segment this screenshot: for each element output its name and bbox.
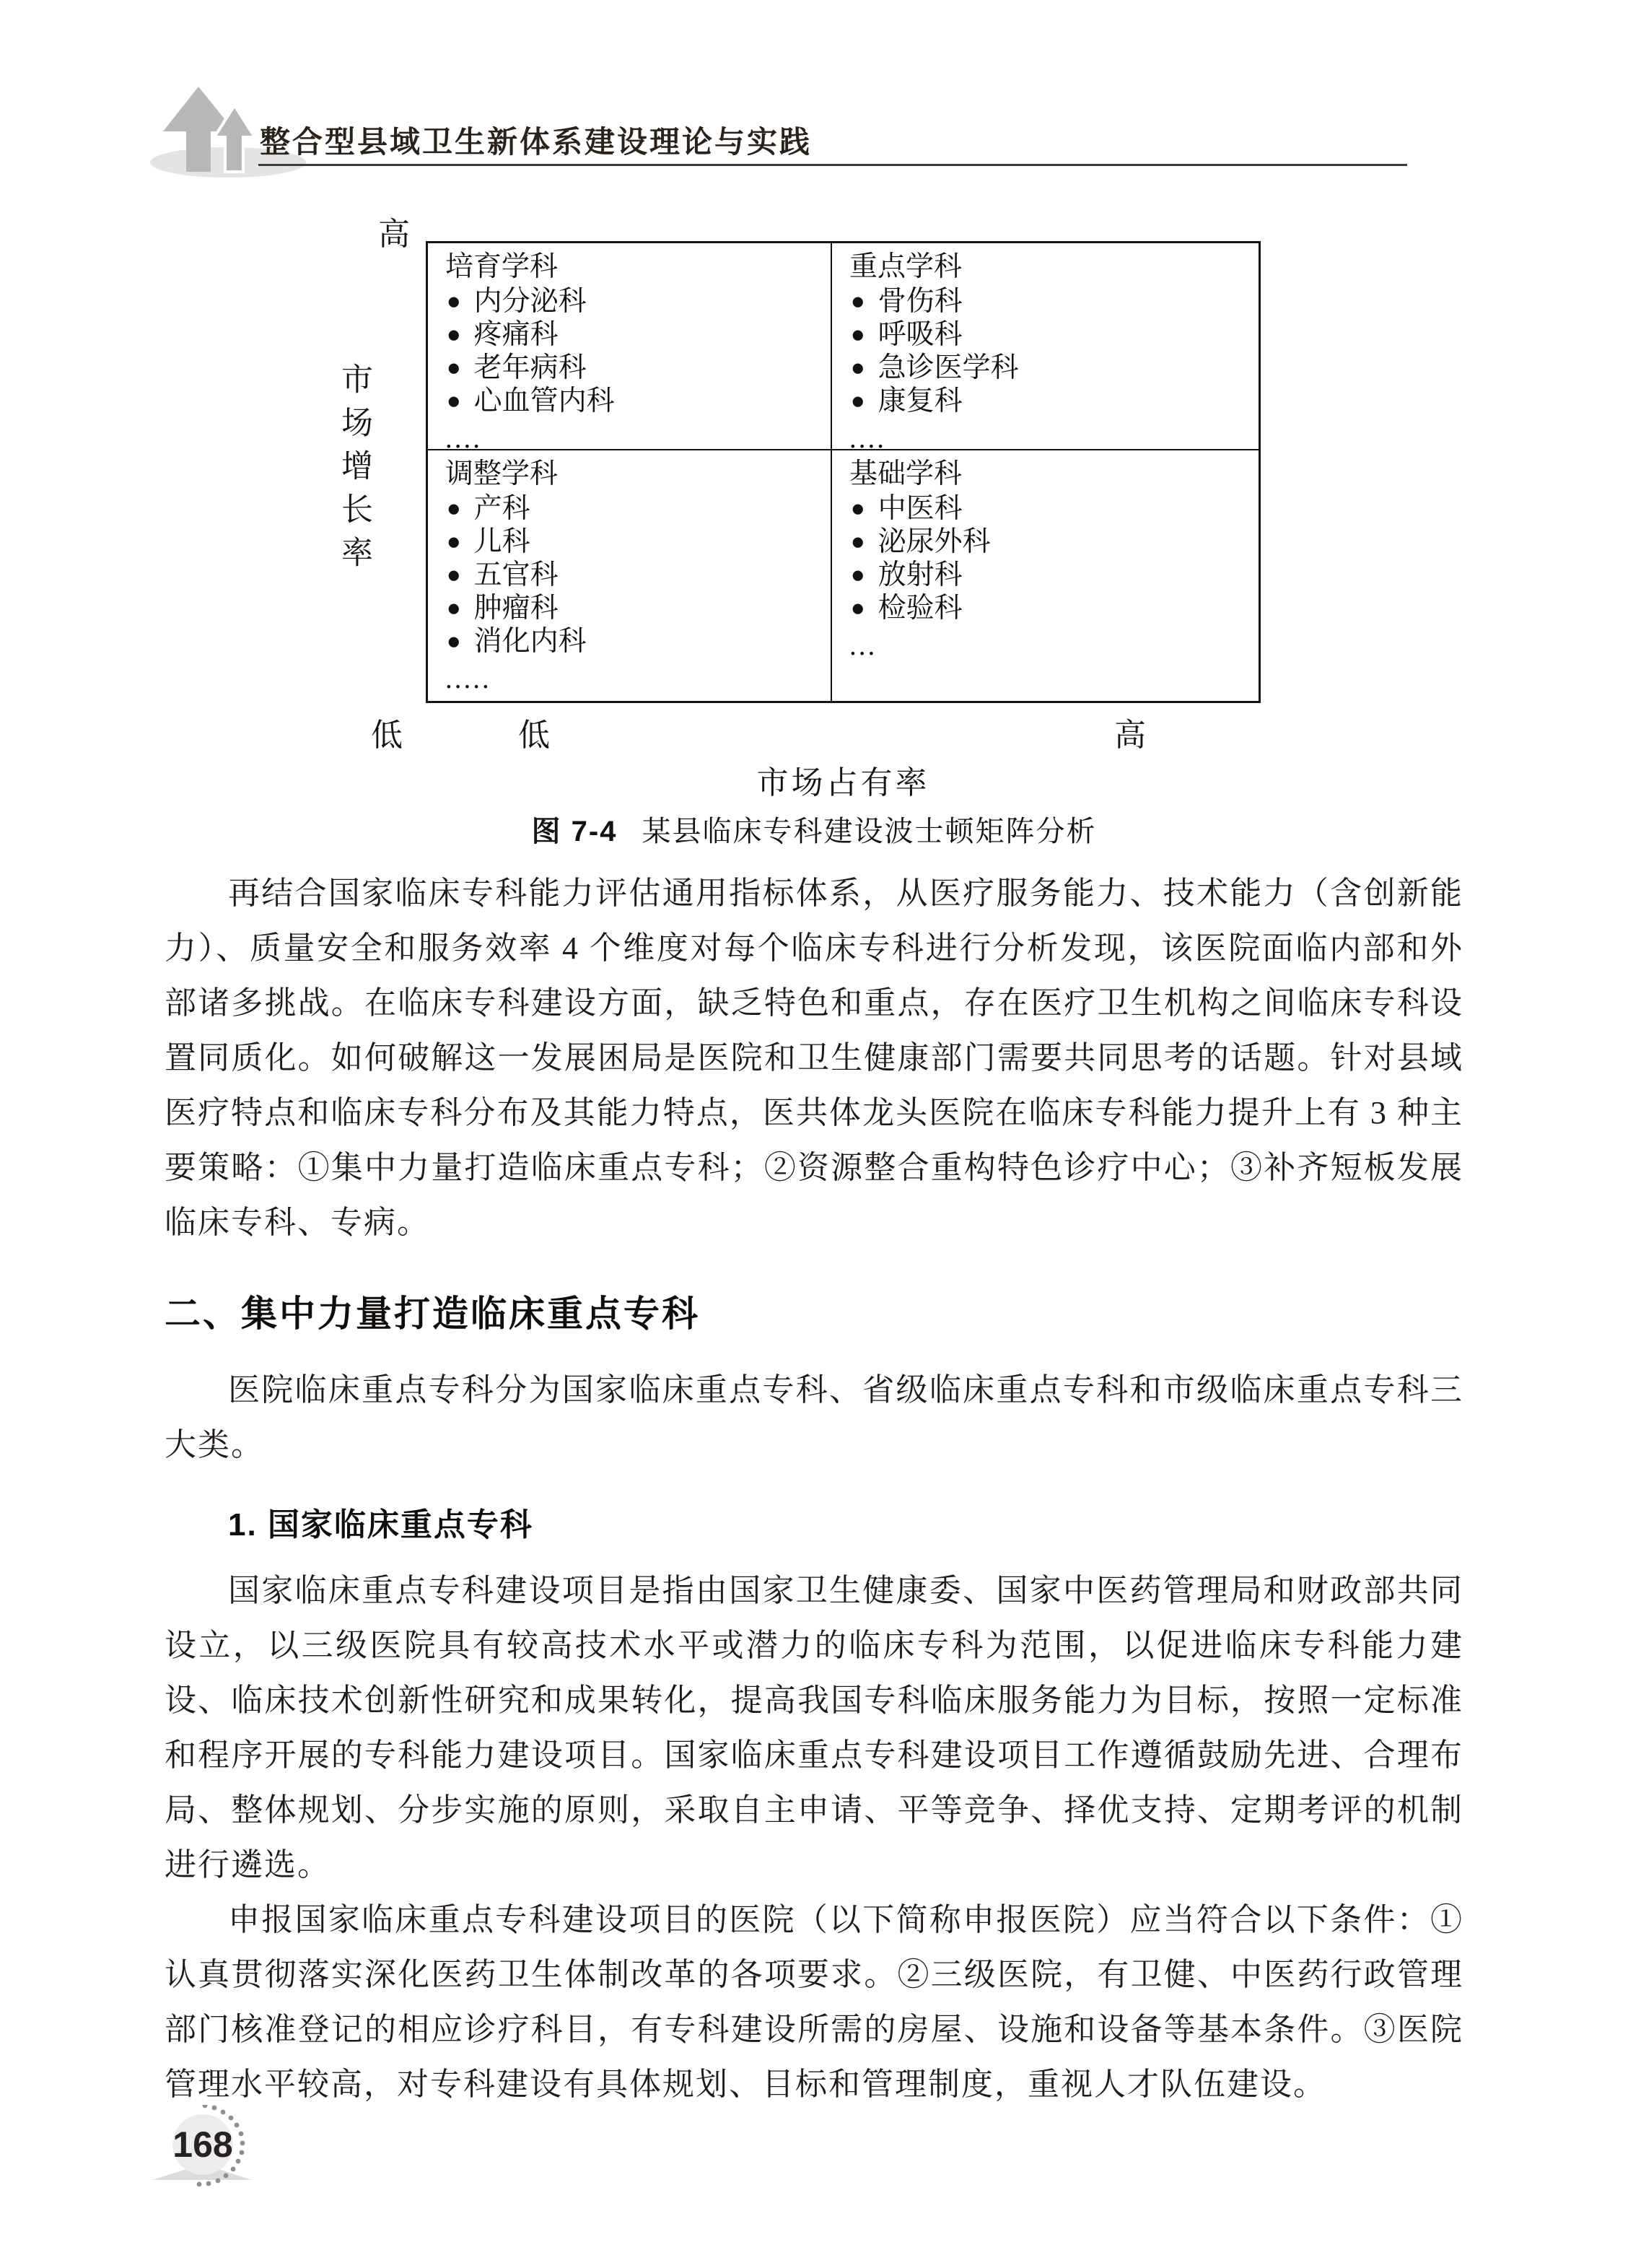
bullet-icon: ●: [850, 562, 865, 588]
list-item: ● 疼痛科: [446, 319, 559, 350]
list-item: ● 肿瘤科: [446, 593, 559, 624]
body-text: [165, 866, 1463, 2112]
figure-caption: [165, 808, 1463, 850]
page-number: 168: [172, 2124, 233, 2165]
y-axis-title: 市场增长率: [336, 362, 372, 579]
quadrant-title: 重点学科: [849, 251, 963, 282]
quadrant-basic: [832, 450, 1259, 701]
bullet-icon: ●: [446, 628, 461, 655]
x-axis-title: 市场占有率: [756, 765, 930, 801]
quadrant-adjust: [428, 450, 832, 701]
paragraph: 再结合国家临床专科能力评估通用指标体系，从医疗服务能力、技术能力（含创新能力）、质量安全和服务效率 4 个维度对每个临床专科进行分析发现，该医院面临内部和外部诸多挑战。在临床专科建设方面，缺乏特色和重点，存在医疗卫生机构之间临床专科设置同质化。如何破解这一发展困局是医院和卫生健康部门需要共同思考的话题。针对县域医疗特点和临床专科分布及其能力特点，医共体龙头医院在临床专科能力提升上有 3 种主要策略：①集中力量打造临床重点专科；②资源整合重构特色诊疗中心；③补齐短板发展临床专科、专病。: [165, 876, 1463, 1240]
ellipsis-text: ...: [849, 630, 878, 661]
list-item: ● 儿科: [446, 526, 530, 557]
header-rule: [258, 164, 1407, 166]
y-axis-low-label: 低: [371, 718, 403, 753]
paragraph: 医院临床重点专科分为国家临床重点专科、省级临床重点专科和市级临床重点专科三大类。: [165, 1372, 1463, 1462]
bullet-icon: ●: [446, 528, 461, 555]
paragraph: 国家临床重点专科建设项目是指由国家卫生健康委、国家中医药管理局和财政部共同设立，以三级医院具有较高技术水平或潜力的临床专科为范围，以促进临床专科能力建设、临床技术创新性研究和成果转化，提高我国专科临床服务能力为目标，按照一定标准和程序开展的专科能力建设项目。国家临床重点专科建设项目工作遵循鼓励先进、合理布局、整体规划、分步实施的原则，采取自主申请、平等竞争、择优支持、定期考评的机制进行遴选。: [165, 1573, 1463, 1883]
quadrant-key: [832, 243, 1259, 454]
list-item: ● 检验科: [850, 593, 963, 624]
ellipsis-text: .....: [445, 663, 491, 694]
quadrant-nurture: [428, 243, 832, 454]
bullet-icon: ●: [446, 321, 461, 348]
y-axis-high-label: 高: [378, 217, 410, 252]
quadrant-title: 培育学科: [445, 251, 559, 282]
list-item: ● 消化内科: [446, 626, 587, 657]
list-item: ● 心血管内科: [446, 385, 615, 416]
bullet-icon: ●: [446, 495, 461, 522]
figure-caption-text: 某县临床专科建设波士顿矩阵分析: [642, 815, 1097, 847]
ellipsis-text: ....: [445, 423, 482, 454]
figure-caption-label: 图 7-4: [531, 816, 618, 847]
bullet-icon: ●: [850, 595, 865, 621]
subsection-heading: 1. 国家临床重点专科: [228, 1507, 533, 1543]
bullet-icon: ●: [446, 562, 461, 588]
bullet-icon: ●: [850, 354, 865, 381]
list-item: ● 五官科: [446, 559, 559, 590]
list-item: ● 康复科: [850, 385, 963, 416]
bullet-icon: ●: [446, 388, 461, 414]
bullet-icon: ●: [850, 528, 865, 555]
x-axis-low-label: 低: [518, 718, 550, 753]
list-item: ● 骨伤科: [850, 286, 963, 317]
paragraph: 申报国家临床重点专科建设项目的医院（以下简称申报医院）应当符合以下条件：①认真贯彻落实深化医药卫生体制改革的各项要求。②三级医院，有卫健、中医药行政管理部门核准登记的相应诊疗科目，有专科建设所需的房屋、设施和设备等基本条件。③医院管理水平较高，对专科建设有具体规划、目标和管理制度，重视人才队伍建设。: [165, 1902, 1463, 2102]
bullet-icon: ●: [446, 288, 461, 315]
book-title: 整合型县域卫生新体系建设理论与实践: [260, 126, 813, 160]
list-item: ● 中医科: [850, 493, 963, 524]
bullet-icon: ●: [446, 354, 461, 381]
x-axis-high-label: 高: [1114, 718, 1146, 753]
list-item: ● 呼吸科: [850, 319, 963, 350]
list-item: ● 放射科: [850, 559, 963, 590]
list-item: ● 泌尿外科: [850, 526, 991, 557]
bullet-icon: ●: [850, 495, 865, 522]
list-item: ● 老年病科: [446, 352, 587, 383]
list-item: ● 急诊医学科: [850, 352, 1019, 383]
section-heading: 二、集中力量打造临床重点专科: [165, 1294, 700, 1334]
list-item: ● 内分泌科: [446, 286, 587, 317]
bullet-icon: ●: [850, 321, 865, 348]
ellipsis-text: ....: [849, 423, 886, 454]
list-item: ● 产科: [446, 493, 530, 524]
page-number-badge: [139, 2105, 297, 2191]
bullet-icon: ●: [850, 288, 865, 315]
bullet-icon: ●: [850, 388, 865, 414]
bullet-icon: ●: [446, 595, 461, 621]
quadrant-title: 基础学科: [849, 458, 963, 489]
quadrant-title: 调整学科: [445, 458, 559, 489]
matrix-box: [426, 241, 1261, 703]
